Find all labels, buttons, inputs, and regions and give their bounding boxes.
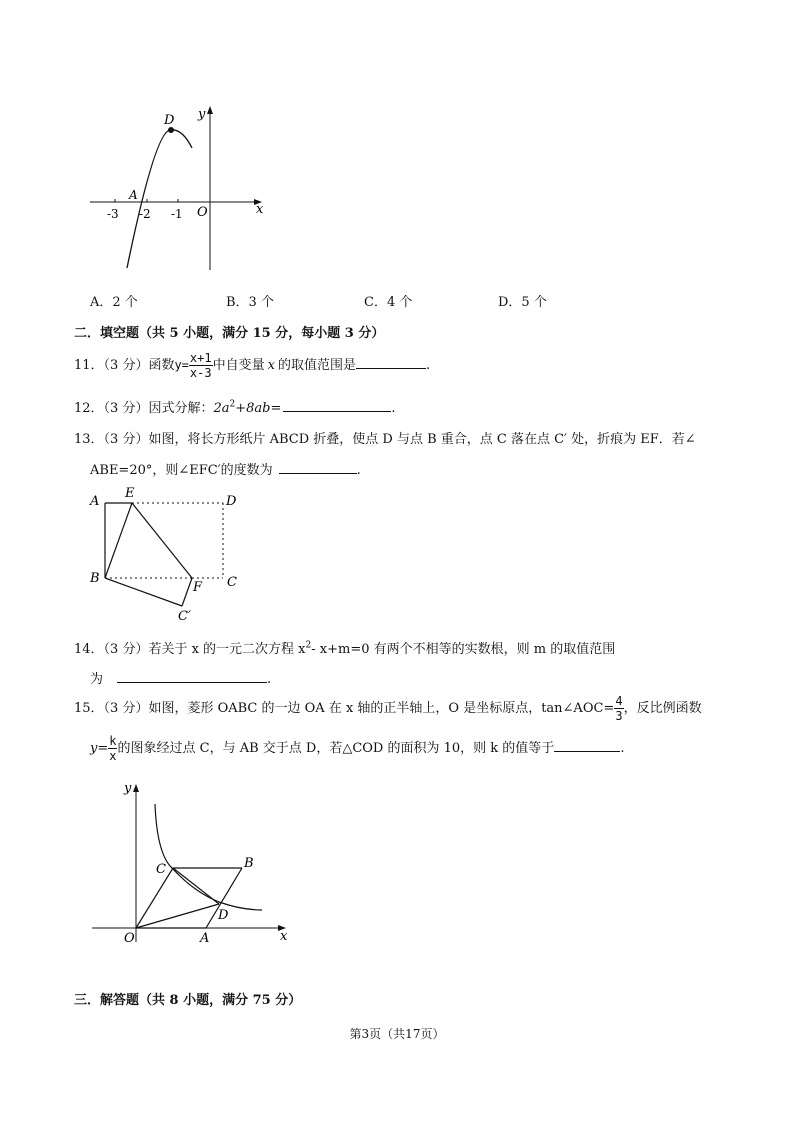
label-d: D bbox=[164, 113, 175, 128]
q12-prefix: 12．（3 分）因式分解： bbox=[74, 401, 214, 416]
q11-answer-blank[interactable] bbox=[356, 354, 426, 369]
page-footer: 第3页（共17页） bbox=[349, 1027, 445, 1041]
label-b: B bbox=[90, 571, 100, 586]
section-3-title: 三．解答题（共 8 小题，满分 75 分） bbox=[74, 993, 302, 1008]
q11-tail: 的取值范围是 bbox=[277, 358, 356, 373]
q14-line2-text: 为 bbox=[90, 672, 104, 687]
y-axis-arrow bbox=[133, 784, 139, 792]
q15-y: y= bbox=[90, 741, 109, 756]
label-a: A bbox=[200, 931, 210, 946]
option-d: D．5 个 bbox=[498, 295, 547, 310]
label-f: F bbox=[193, 580, 203, 595]
option-a: A．2 个 bbox=[90, 295, 138, 310]
label-c-prime: C′ bbox=[178, 609, 191, 624]
label-a: A bbox=[90, 494, 100, 509]
q13-line2-text: ABE=20°，则∠EFC′的度数为 bbox=[90, 463, 273, 478]
origin-label: O bbox=[197, 205, 208, 220]
q15-tan-fraction bbox=[614, 694, 623, 723]
q15-end: . bbox=[620, 741, 625, 756]
q14-line1-a: 14．（3 分）若关于 x 的一元二次方程 x bbox=[74, 642, 306, 657]
q12-end: . bbox=[391, 401, 396, 416]
q14-end: . bbox=[267, 672, 272, 687]
label-b: B bbox=[244, 856, 254, 871]
q15-k-numerator: k bbox=[109, 734, 117, 748]
q15-tan-denominator: 3 bbox=[615, 709, 623, 723]
label-c: C bbox=[227, 575, 237, 590]
question-13-line-1: 13．（3 分）如图，将长方形纸片 ABCD 折叠，使点 D 与点 B 重合，点 C 落在点 C′ 处，折痕为 EF．若∠ bbox=[74, 432, 696, 447]
q13-answer-blank[interactable] bbox=[279, 459, 357, 474]
q14-sup: 2 bbox=[305, 640, 312, 651]
parabola-figure bbox=[80, 100, 280, 275]
q15-answer-blank[interactable] bbox=[554, 737, 620, 752]
q15-tan-numerator: 4 bbox=[615, 694, 623, 708]
y-axis-label: y bbox=[124, 781, 132, 796]
q11-denominator: x-3 bbox=[189, 366, 212, 380]
q15-line1-b: ，反比例函数 bbox=[623, 701, 702, 716]
question-11 bbox=[74, 349, 430, 381]
edge-b-c-prime bbox=[105, 578, 182, 606]
y-axis-arrow bbox=[207, 106, 213, 114]
q12-sup: 2 bbox=[229, 399, 236, 410]
edge-ef bbox=[132, 503, 192, 578]
question-14-line-1 bbox=[74, 638, 615, 657]
question-15-line-2 bbox=[90, 732, 624, 766]
label-e: E bbox=[125, 486, 135, 501]
x-axis-label: x bbox=[280, 929, 288, 944]
q11-y: y= bbox=[174, 358, 189, 372]
q13-end: . bbox=[356, 463, 361, 478]
q11-numerator: x+1 bbox=[189, 351, 212, 365]
label-d: D bbox=[218, 908, 229, 923]
q15-line2-text: 的图象经过点 C，与 AB 交于点 D，若△COD 的面积为 10，则 k 的值等于 bbox=[117, 741, 555, 756]
q15-line1-a: 15．（3 分）如图，菱形 OABC 的一边 OA 在 x 轴的正半轴上，O 是坐标原点，tan∠AOC= bbox=[74, 701, 615, 716]
question-13-line-2 bbox=[90, 459, 361, 478]
y-axis-label: y bbox=[198, 107, 206, 122]
edge-be bbox=[105, 503, 132, 578]
edge-cd bbox=[173, 868, 219, 904]
tick-label-minus-2: -2 bbox=[139, 207, 151, 221]
question-15-line-1 bbox=[74, 692, 702, 726]
label-a: A bbox=[129, 188, 138, 202]
x-axis-label: x bbox=[256, 202, 264, 217]
q14-answer-blank[interactable] bbox=[117, 668, 267, 683]
q14-line1-b: - x+m=0 有两个不相等的实数根，则 m 的取值范围 bbox=[311, 642, 616, 657]
tick-label-minus-1: -1 bbox=[171, 207, 183, 221]
label-o: O bbox=[124, 931, 135, 946]
option-c: C．4 个 bbox=[364, 295, 413, 310]
section-2-title: 二．填空题（共 5 小题，满分 15 分，每小题 3 分） bbox=[74, 326, 385, 341]
label-d: D bbox=[226, 494, 237, 509]
q12-answer-blank[interactable] bbox=[283, 397, 391, 412]
q15-k-denominator: x bbox=[109, 749, 117, 763]
q11-suffix: 中自变量 bbox=[212, 358, 265, 373]
q12-expr-b: +8ab= bbox=[235, 401, 282, 416]
label-c: C bbox=[156, 862, 166, 877]
folded-rectangle-figure bbox=[84, 482, 254, 624]
q12-expr-a: 2a bbox=[213, 401, 230, 416]
tick-label-minus-3: -3 bbox=[107, 207, 119, 221]
q11-fraction bbox=[189, 351, 213, 380]
q11-end: . bbox=[425, 358, 431, 373]
option-b: B．3 个 bbox=[226, 295, 274, 310]
question-14-line-2 bbox=[90, 668, 271, 687]
q11-var: x bbox=[267, 358, 275, 373]
question-12 bbox=[74, 397, 396, 416]
rhombus-hyperbola-figure bbox=[84, 774, 304, 950]
q11-prefix: 11．（3 分）函数 bbox=[74, 358, 175, 373]
edge-fc-prime bbox=[182, 578, 192, 606]
